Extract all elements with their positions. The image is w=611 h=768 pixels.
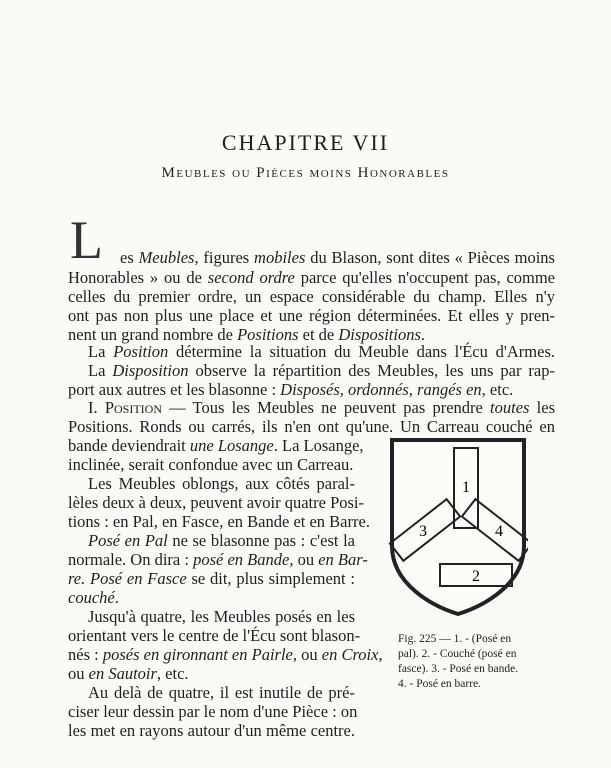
label-1: 1 [462,479,470,496]
text-line: ont pas non plus une place et une région déterminées. Et elles y pren- [68,306,555,325]
label-3: 3 [419,523,427,540]
text-line: inclinée, serait confondue avec un Carreau. [68,455,354,474]
text-line: La Disposition observe la répartition des Meubles, les uns par rap- [88,361,555,380]
caption-line: Fig. 225 — 1. - (Posé en [398,633,512,645]
text-line: Positions. Ronds ou carrés, ils n'en ont qu'une. Un Carreau couché en [68,417,555,436]
caption-line: pal). 2. - Couché (posé en [398,648,517,660]
text-line: ou en Sautoir, etc. [68,664,189,683]
text-line: Jusqu'à quatre, les Meubles posés en les [88,607,355,626]
text-line: Posé en Pal ne se blasonne pas : c'est la [88,531,355,550]
text-line: nent un grand nombre de Positions et de Dispositions. [68,325,426,344]
text-line: lèles deux à deux, peuvent avoir quatre Posi- [68,493,364,512]
text-line: I. Position — Tous les Meubles ne peuvent pas prendre toutes les [88,398,555,417]
text-line: Les Meubles oblongs, aux côtés paral- [88,474,355,493]
text-line: Au delà de quatre, il est inutile de pré- [88,683,355,702]
heraldic-shield-figure [388,436,528,616]
text-line: orientant vers le centre de l'Écu sont blason- [68,626,361,645]
text-line: couché. [68,588,119,607]
text-line: Honorables » ou de second ordre parce qu'elles n'occupent pas, comme [68,268,556,287]
caption-line: fasce). 3. - Posé en bande. [398,663,519,675]
text-line: La Position détermine la situation du Meuble dans l'Écu d'Armes. [88,342,555,361]
text-line: re. Posé en Fasce se dit, plus simplement : [68,569,355,588]
text-line: les met en rayons autour d'un même centre. [68,721,355,740]
chapter-subtitle: Meubles ou Pièces moins Honorables [161,165,450,181]
text-line: bande deviendrait une Losange. La Losange, [68,436,364,455]
text-line: nés : posés en gironnant en Pairle, ou en Croix, [68,645,383,664]
label-2: 2 [472,568,480,585]
text-line: es Meubles, figures mobiles du Blason, sont dites « Pièces moins [120,248,555,267]
chapter-title: CHAPITRE VII [221,130,390,155]
label-4: 4 [495,523,503,540]
drop-cap: L [70,210,103,270]
text-line: celles du premier ordre, un espace considérable du champ. Elles n'y [68,287,555,306]
text-line: normale. On dira : posé en Bande, ou en Bar- [68,550,368,569]
text-line: port aux autres et les blasonne : Disposés, ordonnés, rangés en, etc. [68,380,514,399]
text-line: tions : en Pal, en Fasce, en Bande et en Barre. [68,512,370,531]
caption-line: 4. - Posé en barre. [398,678,482,690]
text-line: ciser leur dessin par le nom d'une Pièce : on [68,702,358,721]
